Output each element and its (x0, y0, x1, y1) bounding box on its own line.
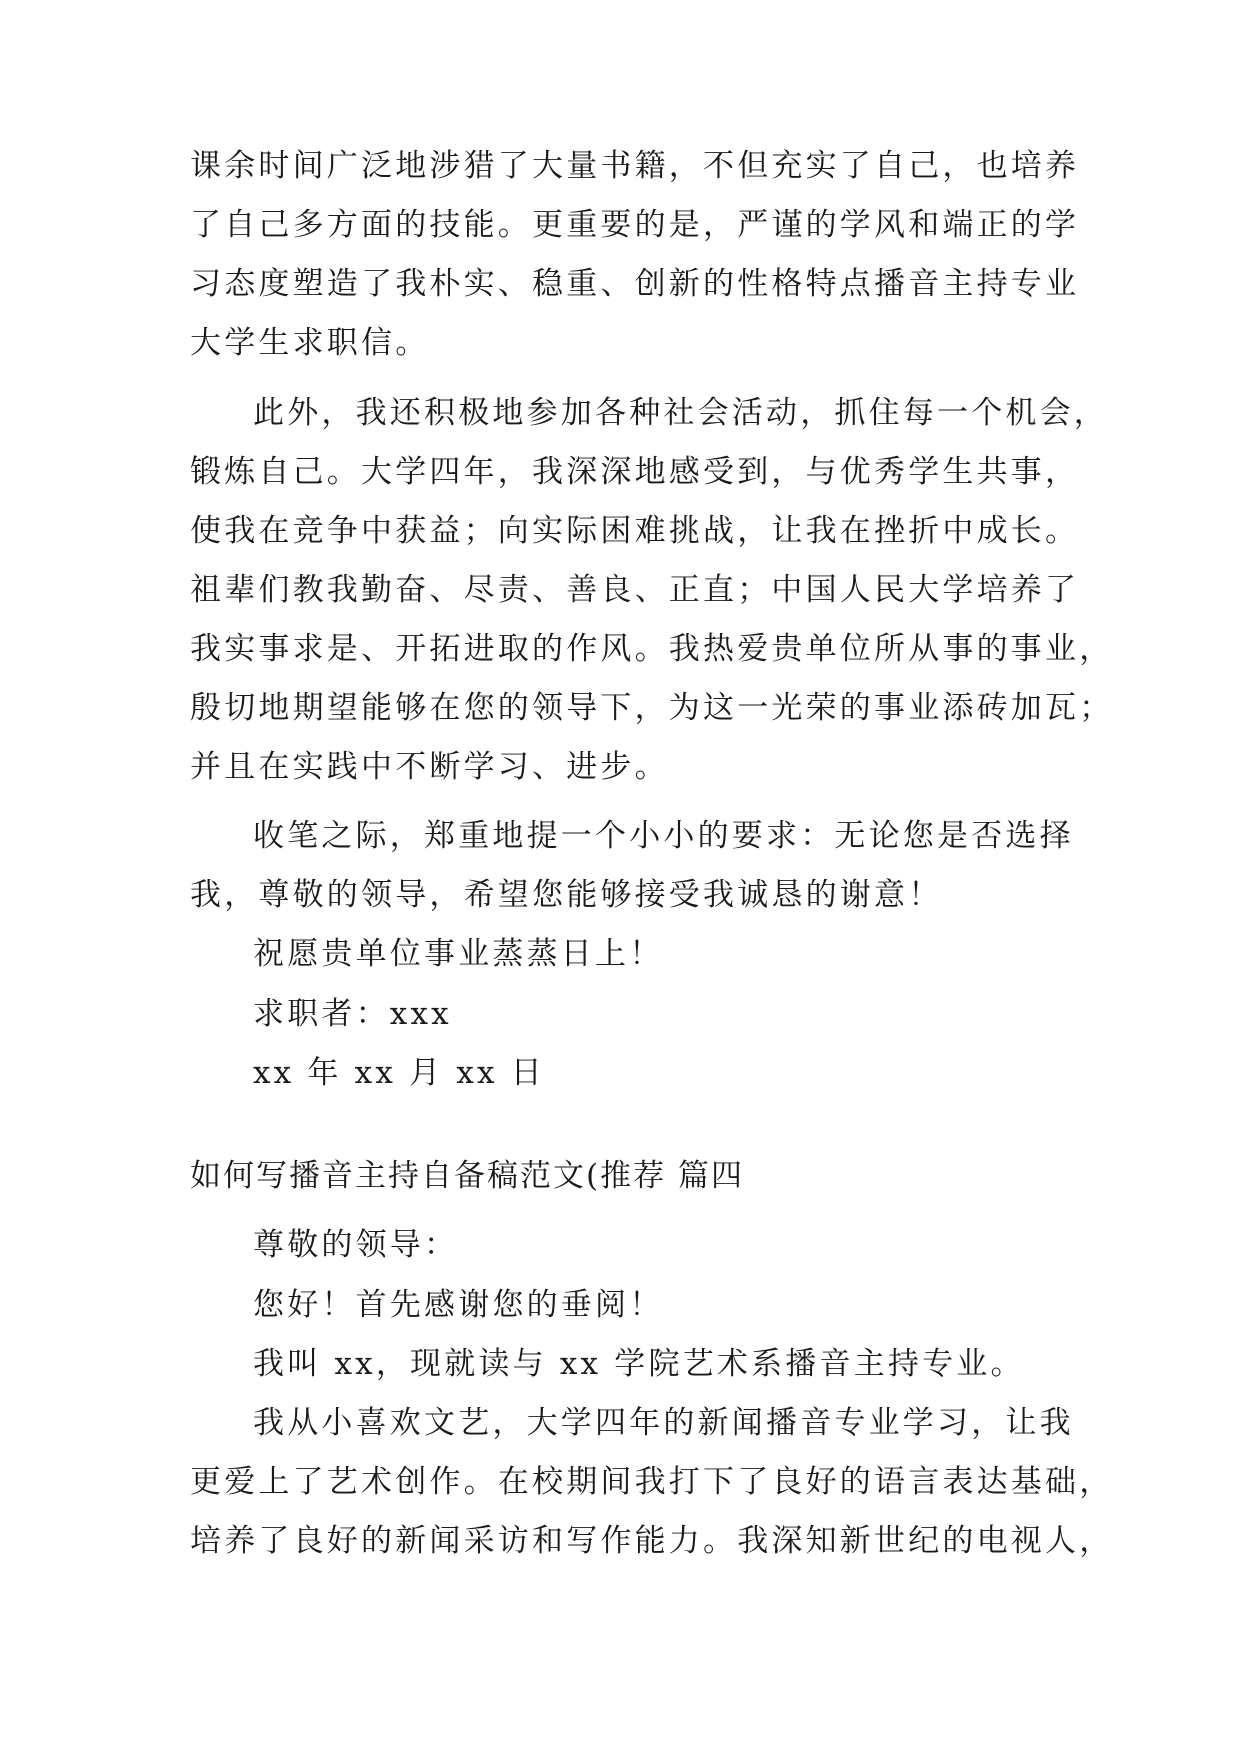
date-line: xx 年 xx 月 xx 日 (253, 1055, 545, 1091)
salutation: 尊敬的领导： (253, 1227, 459, 1263)
section-title: 如何写播音主持自备稿范文(推荐 篇四 (190, 1158, 744, 1194)
text-line: 我，尊敬的领导，希望您能够接受我诚恳的谢意！ (190, 877, 943, 913)
signature: 求职者：xxx (253, 996, 452, 1032)
greeting: 您好！首先感谢您的垂阅！ (253, 1287, 664, 1323)
text-line: 使我在竞争中获益；向实际困难挑战，让我在挫折中成长。 (190, 513, 1080, 549)
text-line: 了自己多方面的技能。更重要的是，严谨的学风和端正的学 (190, 207, 1080, 243)
text-line: 习态度塑造了我朴实、稳重、创新的性格特点播音主持专业 (190, 266, 1080, 302)
text-line: 并且在实践中不断学习、进步。 (190, 749, 669, 785)
text-line: 我实事求是、开拓进取的作风。我热爱贵单位所从事的事业， (190, 631, 1114, 667)
text-line: 此外，我还积极地参加各种社会活动，抓住每一个机会， (253, 395, 1108, 431)
text-line: 殷切地期望能够在您的领导下，为这一光荣的事业添砖加瓦； (190, 690, 1114, 726)
text-line: 收笔之际，郑重地提一个小小的要求：无论您是否选择 (253, 818, 1074, 854)
text-line: 课余时间广泛地涉猎了大量书籍，不但充实了自己，也培养 (190, 148, 1080, 184)
text-line: 更爱上了艺术创作。在校期间我打下了良好的语言表达基础， (190, 1464, 1114, 1500)
intro-line: 我叫 xx，现就读与 xx 学院艺术系播音主持专业。 (253, 1346, 1025, 1382)
text-line: 祖辈们教我勤奋、尽责、善良、正直；中国人民大学培养了 (190, 572, 1080, 608)
text-line: 我从小喜欢文艺，大学四年的新闻播音专业学习，让我 (253, 1405, 1074, 1441)
text-line: 大学生求职信。 (190, 325, 430, 361)
closing-wish: 祝愿贵单位事业蒸蒸日上！ (253, 936, 664, 972)
text-line: 锻炼自己。大学四年，我深深地感受到，与优秀学生共事， (190, 454, 1080, 490)
text-line: 培养了良好的新闻采访和写作能力。我深知新世纪的电视人， (190, 1523, 1114, 1559)
